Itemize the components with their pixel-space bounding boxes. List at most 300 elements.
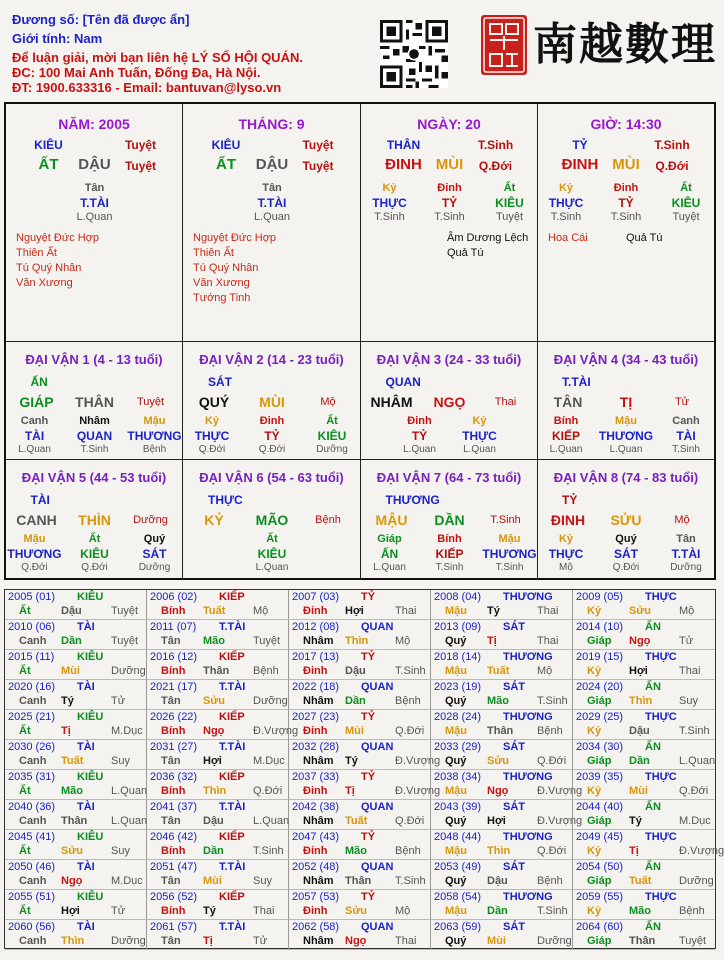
year-cell [573,620,715,650]
year-phase: Q.Đới [395,725,425,737]
year-god: KIẾP [219,591,245,603]
hidden-stem-god: KIẾP [435,547,464,561]
hidden-stem-god: TỶ [441,196,458,210]
year-stem: Tân [161,875,181,887]
year-cell [431,740,573,770]
year-branch: Hợi [61,905,80,917]
hidden-stem: Bính [553,415,579,427]
hidden-stem: Ất [503,182,516,194]
year-god: THƯƠNG [503,591,553,603]
hidden-stem-phase: T.Sinh [374,211,405,223]
year-branch: Sửu [629,605,652,617]
pillar-cell [183,104,361,342]
year-phase: T.Sinh [537,905,568,917]
year-branch: Ngọ [203,725,225,737]
year-label: 2015 (11) [8,651,55,663]
year-branch: Mùi [203,875,222,887]
year-branch: Mão [203,635,225,647]
year-god: THỰC [645,771,677,783]
year-stem: Canh [19,755,47,767]
year-phase: M.Dục [111,725,143,737]
year-label: 2028 (24) [434,711,482,723]
year-stem: Canh [19,815,47,827]
hidden-stem-god: T.TÀI [257,196,287,210]
year-cell [573,920,715,950]
hidden-stem-phase: Mộ [559,562,573,573]
year-god: SÁT [503,861,525,873]
pillar-stem-phase: Tuyệt [124,138,157,152]
year-branch: Tuất [487,665,510,677]
hidden-stem: Đinh [259,415,285,427]
year-cell [289,710,431,740]
year-god: TÀI [77,621,95,633]
hidden-stem-phase: T.Sinh [495,562,524,573]
year-phase: Tử [111,695,126,707]
year-label: 2020 (16) [8,681,56,693]
year-stem: Giáp [587,635,612,647]
luck-period-cell [361,342,538,460]
year-label: 2026 (22) [150,711,198,723]
year-stem: Ất [19,665,31,677]
year-label: 2024 (20) [576,681,624,693]
year-phase: Đ.Vượng [679,845,724,857]
hidden-stem-phase: L.Quan [373,562,406,573]
year-stem: Bính [161,605,186,617]
pillar-stem: ẤT [216,156,236,173]
luck-stem-god: TÀI [30,493,50,507]
year-cell [5,770,147,800]
year-stem: Quý [445,695,467,707]
pillar-stem: ĐINH [561,156,599,173]
year-phase: M.Dục [253,755,285,767]
luck-period-cell [361,460,538,580]
year-cell [5,920,147,950]
year-cell [289,890,431,920]
year-branch: Tuất [203,605,226,617]
hidden-stem-god: SÁT [614,547,638,561]
year-phase: Tuyệt [111,635,139,647]
year-phase: Tử [253,935,268,947]
year-cell [573,650,715,680]
year-stem: Đinh [303,905,328,917]
luck-period-title: ĐẠI VẬN 8 (74 - 83 tuổi) [553,470,699,485]
year-god: TÀI [77,741,95,753]
year-cell [431,680,573,710]
pillar-cell [6,104,183,342]
year-god: ẤN [645,801,661,813]
year-god: TÀI [77,801,95,813]
year-stem: Nhâm [303,815,334,827]
pillar-title: THÁNG: 9 [238,116,305,132]
year-label: 2011 (07) [150,621,197,633]
year-label: 2047 (43) [292,831,340,843]
hidden-stem-god: KIÊU [257,547,287,561]
year-god: ẤN [645,861,661,873]
year-phase: T.Sinh [395,875,426,887]
year-label: 2030 (26) [8,741,56,753]
year-stem: Nhâm [303,695,334,707]
hidden-stem-phase: Q.Đới [198,444,226,455]
hidden-stem-phase: L.Quan [403,444,436,455]
year-god: KIÊU [77,651,104,663]
year-stem: Tân [161,635,181,647]
year-label: 2045 (41) [8,831,56,843]
year-stem: Giáp [587,815,612,827]
year-stem: Nhâm [303,635,334,647]
year-stem: Mậu [445,725,467,737]
hidden-stem: Mậu [615,415,637,427]
year-cell [431,800,583,830]
pillar-cell [538,104,714,342]
year-god: KIÊU [77,771,104,783]
hidden-stem: Tân [262,182,282,194]
year-stem: Kỷ [587,665,602,677]
year-label: 2055 (51) [8,891,56,903]
year-label: 2036 (32) [150,771,198,783]
luck-period-title: ĐẠI VẬN 1 (4 - 13 tuổi) [25,352,163,367]
year-stem: Mậu [445,665,467,677]
year-phase: Dưỡng [537,935,572,947]
pillar-title: NGÀY: 20 [417,116,481,132]
year-label: 2007 (03) [292,591,340,603]
year-cell [5,740,147,770]
hidden-stem-god: QUAN [76,429,113,443]
hidden-stem: Mậu [143,415,166,427]
year-stem: Bính [161,785,186,797]
year-cell [147,860,289,890]
hidden-stem-god: THỰC [462,429,497,443]
hidden-stem: Ất [266,533,278,545]
year-label: 2023 (19) [434,681,482,693]
year-stem: Đinh [303,725,328,737]
year-god: KIẾP [219,831,245,843]
year-branch: Dần [61,635,82,647]
year-god: THỰC [645,651,677,663]
year-branch: Mão [61,785,83,797]
luck-branch: MÙI [259,394,285,410]
year-god: TÀI [77,921,95,933]
pillar-stem: ẤT [38,156,59,173]
luck-period-cell [538,342,714,460]
year-branch: Dậu [203,815,224,827]
hidden-stem-phase: L.Quan [76,211,113,223]
year-stem: Quý [445,755,467,767]
year-phase: T.Sinh [253,845,284,857]
year-god: T.TÀI [219,681,246,693]
pillar-stem-phase: T.Sinh [477,138,514,152]
star-item: Quả Tú [626,232,663,244]
luck-branch-phase: Thai [494,396,517,408]
year-label: 2042 (38) [292,801,340,813]
luck-branch-phase: Tử [674,396,690,408]
year-branch: Dậu [629,725,650,737]
hidden-stem-phase: L.Quan [255,562,289,573]
year-phase: M.Dục [679,815,711,827]
year-label: 2032 (28) [292,741,340,753]
year-cell [289,740,441,770]
year-cell [431,890,573,920]
year-branch: Dần [203,845,224,857]
year-phase: M.Dục [111,875,143,887]
year-branch: Thân [203,665,230,677]
gender-line: Giới tính: Nam [12,31,103,46]
year-cell [573,710,715,740]
year-branch: Thìn [61,935,85,947]
hidden-stem: Quý [615,533,637,545]
year-branch: Sửu [61,845,84,857]
luck-stem-god: SÁT [208,375,232,389]
year-phase: Đ.Vượng [253,725,299,737]
year-god: TỶ [361,831,376,843]
year-stem: Bính [161,905,186,917]
year-phase: Dưỡng [111,935,146,947]
luck-stem: QUÝ [198,394,230,410]
qr-code-icon [380,20,448,88]
year-god: TỶ [361,891,376,903]
year-phase: Mộ [679,605,695,617]
year-phase: T.Sinh [537,695,568,707]
year-branch: Tuất [345,815,368,827]
year-label: 2010 (06) [8,621,56,633]
contact-line: Để luận giải, mời bạn liên hệ LÝ SỐ HỘI QUÁN. [12,50,303,65]
year-phase: Đ.Vượng [537,785,583,797]
year-stem: Quý [445,635,467,647]
year-branch: Mùi [629,785,648,797]
hidden-stem-phase: T.Sinh [434,211,465,223]
hidden-stem-god: THƯƠNG [598,429,654,443]
year-god: QUAN [361,921,394,933]
year-phase: Mộ [395,635,411,647]
year-cell [573,590,715,620]
year-label: 2052 (48) [292,861,340,873]
pillar-branch: DẬU [78,156,111,173]
year-stem: Tân [161,815,181,827]
year-label: 2021 (17) [150,681,198,693]
pillar-branch-phase: Tuyệt [302,159,334,173]
year-god: KIẾP [219,771,245,783]
year-label: 2050 (46) [8,861,56,873]
year-cell [147,770,289,800]
year-label: 2061 (57) [150,921,198,933]
year-cell [5,800,147,830]
year-cell [573,830,724,860]
year-branch: Thìn [629,695,653,707]
year-label: 2051 (47) [150,861,198,873]
year-god: SÁT [503,921,525,933]
hidden-stem-god: KIẾP [551,429,580,443]
year-stem: Ất [19,605,31,617]
year-god: ẤN [645,741,661,753]
year-stem: Nhâm [303,875,334,887]
year-branch: Tị [629,845,639,857]
hidden-stem-phase: Tuyệt [672,211,700,223]
hidden-stem: Đinh [407,415,432,427]
year-cell [147,650,289,680]
year-stem: Bính [161,725,186,737]
year-phase: Thai [253,905,275,917]
hidden-stem: Kỷ [558,533,574,545]
year-god: THƯƠNG [503,831,553,843]
pillar-title: GIỜ: 14:30 [590,116,662,132]
pillar-stem-phase: T.Sinh [654,138,690,152]
luck-stem: CANH [16,512,57,528]
hidden-stem: Canh [672,415,700,427]
hidden-stem-god: TÀI [676,429,696,443]
year-phase: Bệnh [679,905,705,917]
year-stem: Ất [19,785,31,797]
luck-branch-phase: Mộ [320,396,336,408]
year-cell [431,710,573,740]
year-god: TỶ [361,771,376,783]
year-cell [147,680,289,710]
year-branch: Mùi [345,725,364,737]
year-god: THỰC [645,891,677,903]
hidden-stem-phase: Q.Đới [81,562,108,573]
year-label: 2048 (44) [434,831,482,843]
luck-period-cell [6,342,183,460]
year-stem: Kỷ [587,605,602,617]
year-phase: Suy [111,755,130,767]
year-branch: Hợi [629,665,648,677]
year-label: 2035 (31) [8,771,56,783]
hidden-stem-phase: Q.Đới [612,562,640,573]
year-stem: Nhâm [303,935,334,947]
year-branch: Ngọ [629,635,651,647]
hidden-stem: Ất [326,415,338,427]
year-phase: Q.Đới [679,785,709,797]
year-cell [147,920,289,950]
year-phase: L.Quan [679,755,716,767]
luck-stem-god: ẤN [30,375,48,389]
hidden-stem: Kỷ [472,415,487,427]
year-cell [147,800,289,830]
chart-grid [4,102,716,580]
star-item: Tú Quý Nhân [193,262,259,274]
year-label: 2005 (01) [8,591,56,603]
year-cell [573,680,715,710]
year-stem: Đinh [303,665,328,677]
luck-period-cell [6,460,183,580]
hidden-stem-god: KIÊU [671,196,701,210]
year-label: 2019 (15) [576,651,624,663]
year-label: 2056 (52) [150,891,198,903]
year-label: 2062 (58) [292,921,340,933]
luck-stem-god: THỰC [208,493,243,507]
year-god: THƯƠNG [503,771,553,783]
annual-luck-table [4,589,724,949]
year-branch: Dậu [487,875,508,887]
hidden-stem-god: THƯƠNG [482,547,537,561]
year-phase: Tử [679,635,694,647]
pillar-branch: MÙI [612,156,640,173]
year-god: TỶ [361,711,376,723]
year-phase: Dưỡng [253,695,288,707]
year-phase: Bệnh [537,725,563,737]
star-item: Văn Xương [193,277,250,289]
year-cell [5,710,147,740]
year-god: TÀI [77,861,95,873]
year-label: 2016 (12) [150,651,198,663]
hidden-stem: Đinh [613,182,639,194]
year-stem: Mậu [445,905,467,917]
pillar-stem-god: KIÊU [211,138,241,152]
hidden-stem: Giáp [377,533,402,545]
year-label: 2033 (29) [434,741,482,753]
year-god: ẤN [645,921,661,933]
year-god: ẤN [645,681,661,693]
hidden-stem-god: KIÊU [495,196,524,210]
year-branch: Sửu [203,695,226,707]
year-label: 2053 (49) [434,861,482,873]
year-branch: Tý [61,695,74,707]
year-cell [289,650,431,680]
year-branch: Mão [629,905,651,917]
pillar-branch: DẬU [255,156,289,173]
year-stem: Tân [161,935,181,947]
year-god: TÀI [77,681,95,693]
year-stem: Canh [19,635,47,647]
luck-stem-god: TỶ [562,493,578,507]
year-branch: Tý [203,905,216,917]
year-phase: Bệnh [395,695,421,707]
hidden-stem-god: KIÊU [317,429,347,443]
year-stem: Ất [19,905,31,917]
hidden-stem-god: KIÊU [80,547,109,561]
hidden-stem-god: THỰC [194,429,230,443]
pillar-stem-god: THÂN [386,138,421,152]
year-god: T.TÀI [219,921,246,933]
year-phase: Dưỡng [679,875,714,887]
year-god: TỶ [361,591,376,603]
year-phase: Q.Đới [537,845,567,857]
luck-period-title: ĐẠI VẬN 5 (44 - 53 tuổi) [21,470,167,485]
year-branch: Mão [345,845,367,857]
star-item: Âm Dương Lệch [447,232,529,244]
star-item: Văn Xương [16,277,73,289]
hidden-stem-phase: Q.Đới [21,562,48,573]
pillar-branch: MÙI [435,156,464,173]
year-label: 2046 (42) [150,831,198,843]
year-branch: Sửu [345,905,368,917]
pillar-stem-god: TỶ [572,138,588,152]
year-cell [147,590,289,620]
year-branch: Tuất [61,755,84,767]
year-phase: Mộ [395,905,411,917]
year-label: 2027 (23) [292,711,340,723]
hidden-stem-god: TỶ [411,429,428,443]
year-stem: Kỷ [587,845,602,857]
year-cell [147,830,289,860]
luck-branch: DẦN [434,512,465,528]
year-stem: Mậu [445,785,467,797]
year-phase: Q.Đới [395,815,425,827]
luck-branch: THÌN [78,512,111,528]
year-stem: Kỷ [587,785,602,797]
luck-period-title: ĐẠI VẬN 2 (14 - 23 tuổi) [199,352,344,367]
star-item: Hoa Cái [548,232,588,244]
year-god: THỰC [645,831,677,843]
year-phase: Suy [111,845,130,857]
year-cell [5,590,147,620]
year-label: 2039 (35) [576,771,624,783]
year-label: 2018 (14) [434,651,482,663]
pillar-branch-phase: Q.Đới [655,159,689,173]
luck-stem: GIÁP [19,394,54,410]
luck-period-cell [183,342,361,460]
year-branch: Thìn [203,785,227,797]
year-god: KIÊU [77,831,104,843]
year-phase: Thai [537,605,559,617]
